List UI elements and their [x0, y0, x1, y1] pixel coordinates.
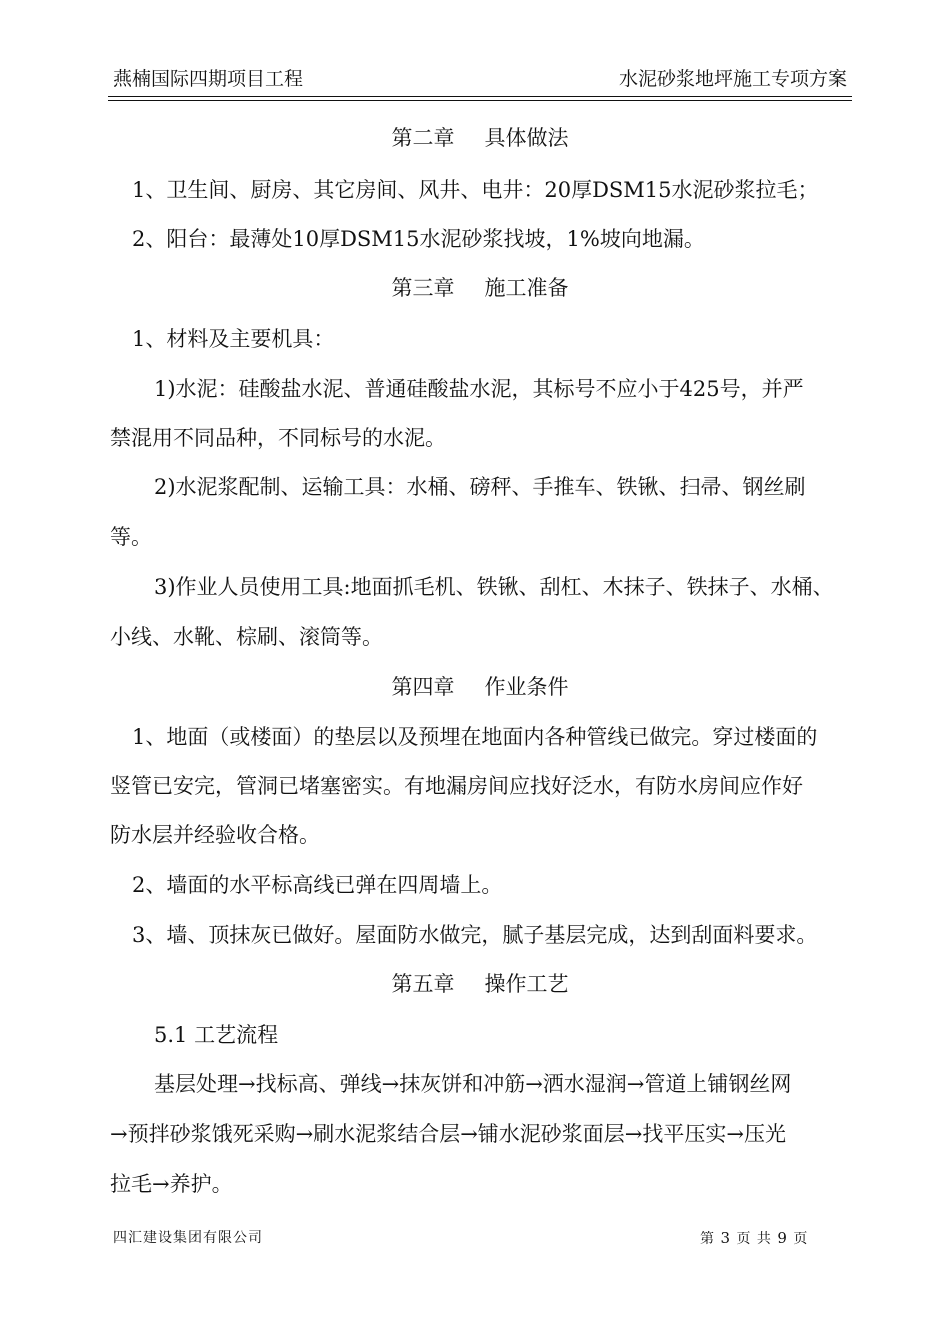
total-pages: 9 — [777, 1229, 788, 1247]
header-rule — [108, 96, 852, 97]
paragraph: 1)水泥：硅酸盐水泥、普通硅酸盐水泥，其标号不应小于425号，并严 — [154, 377, 804, 401]
chapter-2-heading — [110, 122, 850, 152]
paragraph: 竖管已安完，管洞已堵塞密实。有地漏房间应找好泛水，有防水房间应作好 — [110, 774, 803, 798]
paragraph: 防水层并经验收合格。 — [110, 823, 320, 847]
footer-company: 四汇建设集团有限公司 — [113, 1230, 263, 1246]
chapter-title: 操作工艺 — [484, 972, 569, 996]
page-prefix: 第 — [700, 1231, 715, 1247]
paragraph: 1、地面（或楼面）的垫层以及预埋在地面内各种管线已做完。穿过楼面的 — [132, 725, 818, 749]
chapter-title: 作业条件 — [484, 675, 569, 699]
paragraph: 1、卫生间、厨房、其它房间、风井、电井：20厚DSM15水泥砂浆拉毛； — [132, 178, 819, 202]
chapter-title: 施工准备 — [484, 276, 569, 300]
chapter-4-heading — [110, 671, 850, 701]
header-document-title: 水泥砂浆地坪施工专项方案 — [618, 68, 847, 90]
paragraph: 2)水泥浆配制、运输工具：水桶、磅秤、手推车、铁锹、扫帚、钢丝刷 — [154, 475, 806, 499]
paragraph: 禁混用不同品种，不同标号的水泥。 — [110, 426, 446, 450]
chapter-3-heading — [110, 272, 850, 302]
page-mid: 页 共 — [736, 1231, 772, 1247]
page-suffix: 页 — [793, 1231, 809, 1247]
chapter-title: 具体做法 — [484, 126, 569, 150]
paragraph: 2、阳台：最薄处10厚DSM15水泥砂浆找坡，1%坡向地漏。 — [132, 227, 705, 251]
chapter-number: 第二章 — [391, 126, 455, 150]
paragraph: 3、墙、顶抹灰已做好。屋面防水做完，腻子基层完成，达到刮面料要求。 — [132, 923, 818, 947]
paragraph: 基层处理→找标高、弹线→抹灰饼和冲筋→洒水湿润→管道上铺钢丝网 — [154, 1072, 792, 1096]
paragraph: 2、墙面的水平标高线已弹在四周墙上。 — [132, 873, 503, 897]
chapter-number: 第五章 — [391, 972, 455, 996]
header-rule-thin — [108, 100, 852, 101]
paragraph: 3)作业人员使用工具:地面抓毛机、铁锹、刮杠、木抹子、铁抹子、水桶、 — [154, 575, 834, 599]
paragraph: 拉毛→养护。 — [110, 1172, 233, 1196]
paragraph: 小线、水靴、棕刷、滚筒等。 — [110, 625, 383, 649]
section-heading: 5.1 工艺流程 — [154, 1023, 279, 1047]
header-project-name: 燕楠国际四期项目工程 — [113, 68, 304, 90]
chapter-5-heading — [110, 968, 850, 998]
paragraph: 等。 — [110, 525, 152, 549]
paragraph: 1、材料及主要机具： — [132, 327, 335, 351]
current-page: 3 — [720, 1229, 731, 1247]
paragraph: →预拌砂浆饿死采购→刷水泥浆结合层→铺水泥砂浆面层→找平压实→压光 — [110, 1122, 786, 1146]
footer-page-number — [700, 1228, 808, 1249]
chapter-number: 第四章 — [391, 675, 455, 699]
chapter-number: 第三章 — [391, 276, 455, 300]
